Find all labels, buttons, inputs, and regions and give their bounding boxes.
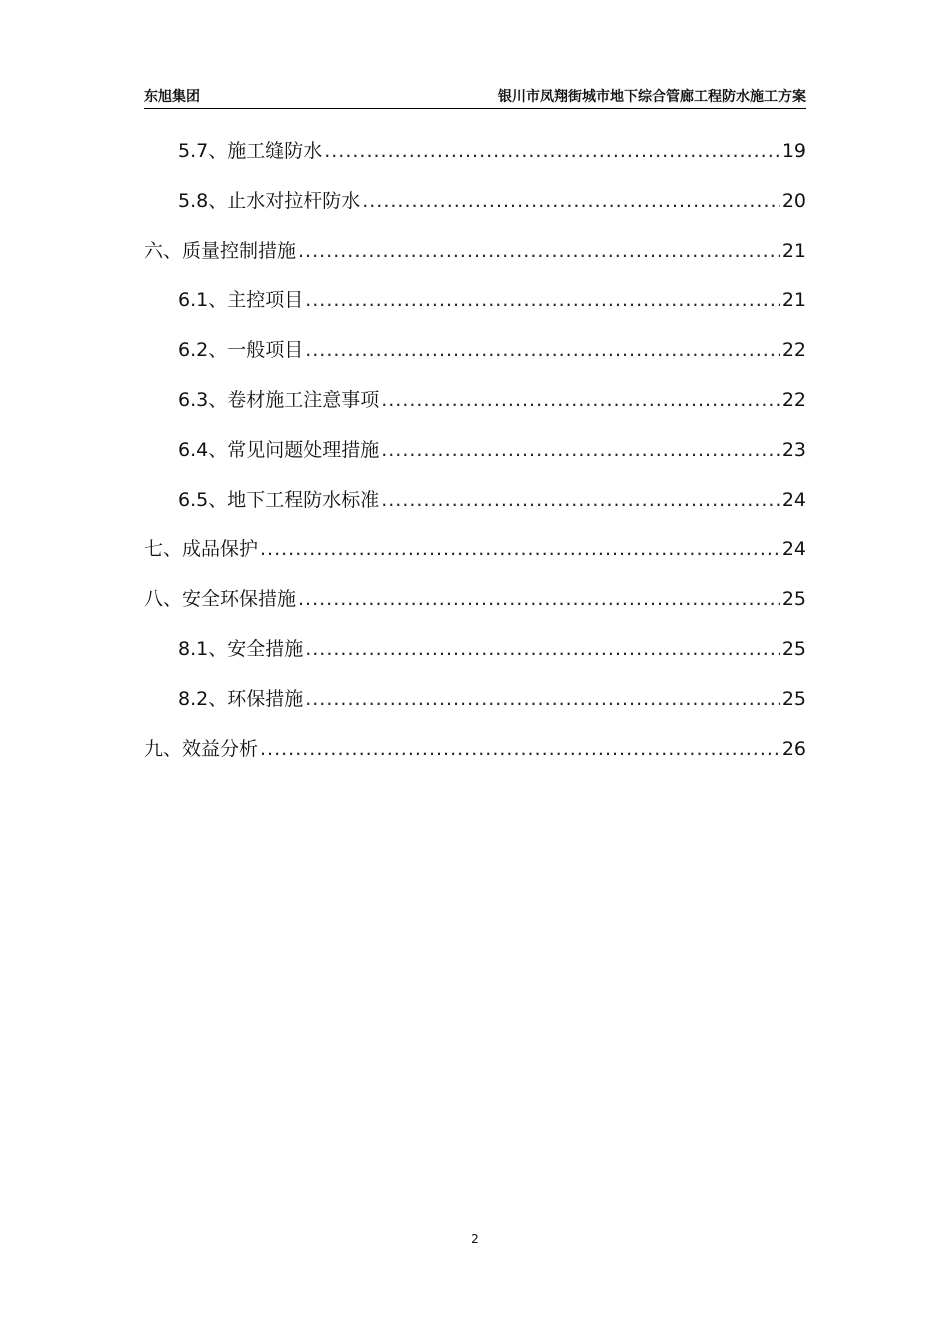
toc-entry[interactable]	[144, 734, 806, 784]
toc-entry-page: 22	[781, 339, 806, 362]
toc-entry[interactable]	[144, 534, 806, 584]
toc-entry-text: 5.7、施工缝防水	[178, 140, 323, 162]
toc-entry[interactable]	[144, 385, 806, 435]
toc-entry-page: 25	[781, 588, 806, 611]
toc-dot-leader	[260, 734, 780, 764]
toc-entry-page: 26	[781, 737, 806, 760]
toc-dot-leader	[305, 335, 780, 365]
toc-entry-text: 六、质量控制措施	[144, 239, 297, 262]
toc-entry-text: 6.1、主控项目	[178, 289, 304, 312]
toc-entry-page: 24	[781, 538, 806, 561]
toc-entry-text: 8.2、环保措施	[178, 687, 304, 710]
toc-dot-leader	[381, 435, 780, 465]
toc-entry-page: 24	[781, 488, 806, 511]
toc-entry[interactable]	[144, 186, 806, 236]
toc-entry-text: 七、成品保护	[144, 538, 259, 561]
toc-entry[interactable]	[144, 485, 806, 535]
toc-entry-page: 25	[781, 687, 806, 710]
toc-dot-leader	[305, 684, 780, 714]
page-number: 2	[471, 1232, 479, 1246]
toc-dot-leader	[298, 584, 780, 614]
toc-dot-leader	[324, 136, 780, 166]
toc-entry-page: 20	[781, 189, 806, 212]
toc-entry[interactable]	[144, 584, 806, 634]
toc-entry[interactable]	[144, 136, 806, 186]
toc-entry[interactable]	[144, 634, 806, 684]
toc-entry-page: 23	[781, 438, 806, 461]
header-doc-title: 银川市凤翔街城市地下综合管廊工程防水施工方案	[498, 89, 806, 105]
toc-entry-page: 22	[781, 388, 806, 411]
toc-entry-text: 6.3、卷材施工注意事项	[178, 388, 380, 411]
toc-entry-page: 25	[781, 637, 806, 660]
toc-entry-text: 6.5、地下工程防水标准	[178, 488, 380, 511]
header-company: 东旭集团	[144, 89, 200, 105]
toc-entry[interactable]	[144, 684, 806, 734]
toc-dot-leader	[298, 236, 780, 266]
toc-entry-page: 19	[781, 140, 806, 162]
toc-entry-text: 6.2、一般项目	[178, 339, 304, 362]
toc-dot-leader	[260, 534, 780, 564]
toc-entry-text: 8.1、安全措施	[178, 637, 304, 660]
toc-entry-page: 21	[781, 289, 806, 312]
toc-dot-leader	[362, 186, 780, 216]
toc-entry-page: 21	[781, 239, 806, 262]
toc-dot-leader	[305, 285, 780, 315]
toc-entry[interactable]	[144, 285, 806, 335]
toc-entry[interactable]	[144, 236, 806, 286]
toc-entry-text: 九、效益分析	[144, 737, 259, 760]
toc-entry-text: 6.4、常见问题处理措施	[178, 438, 380, 461]
table-of-contents	[144, 136, 806, 783]
toc-entry[interactable]	[144, 435, 806, 485]
toc-dot-leader	[381, 485, 780, 515]
toc-dot-leader	[381, 385, 780, 415]
toc-entry-text: 八、安全环保措施	[144, 588, 297, 611]
page-header	[144, 84, 806, 109]
toc-entry-text: 5.8、止水对拉杆防水	[178, 189, 361, 212]
toc-entry[interactable]	[144, 335, 806, 385]
toc-dot-leader	[305, 634, 780, 664]
